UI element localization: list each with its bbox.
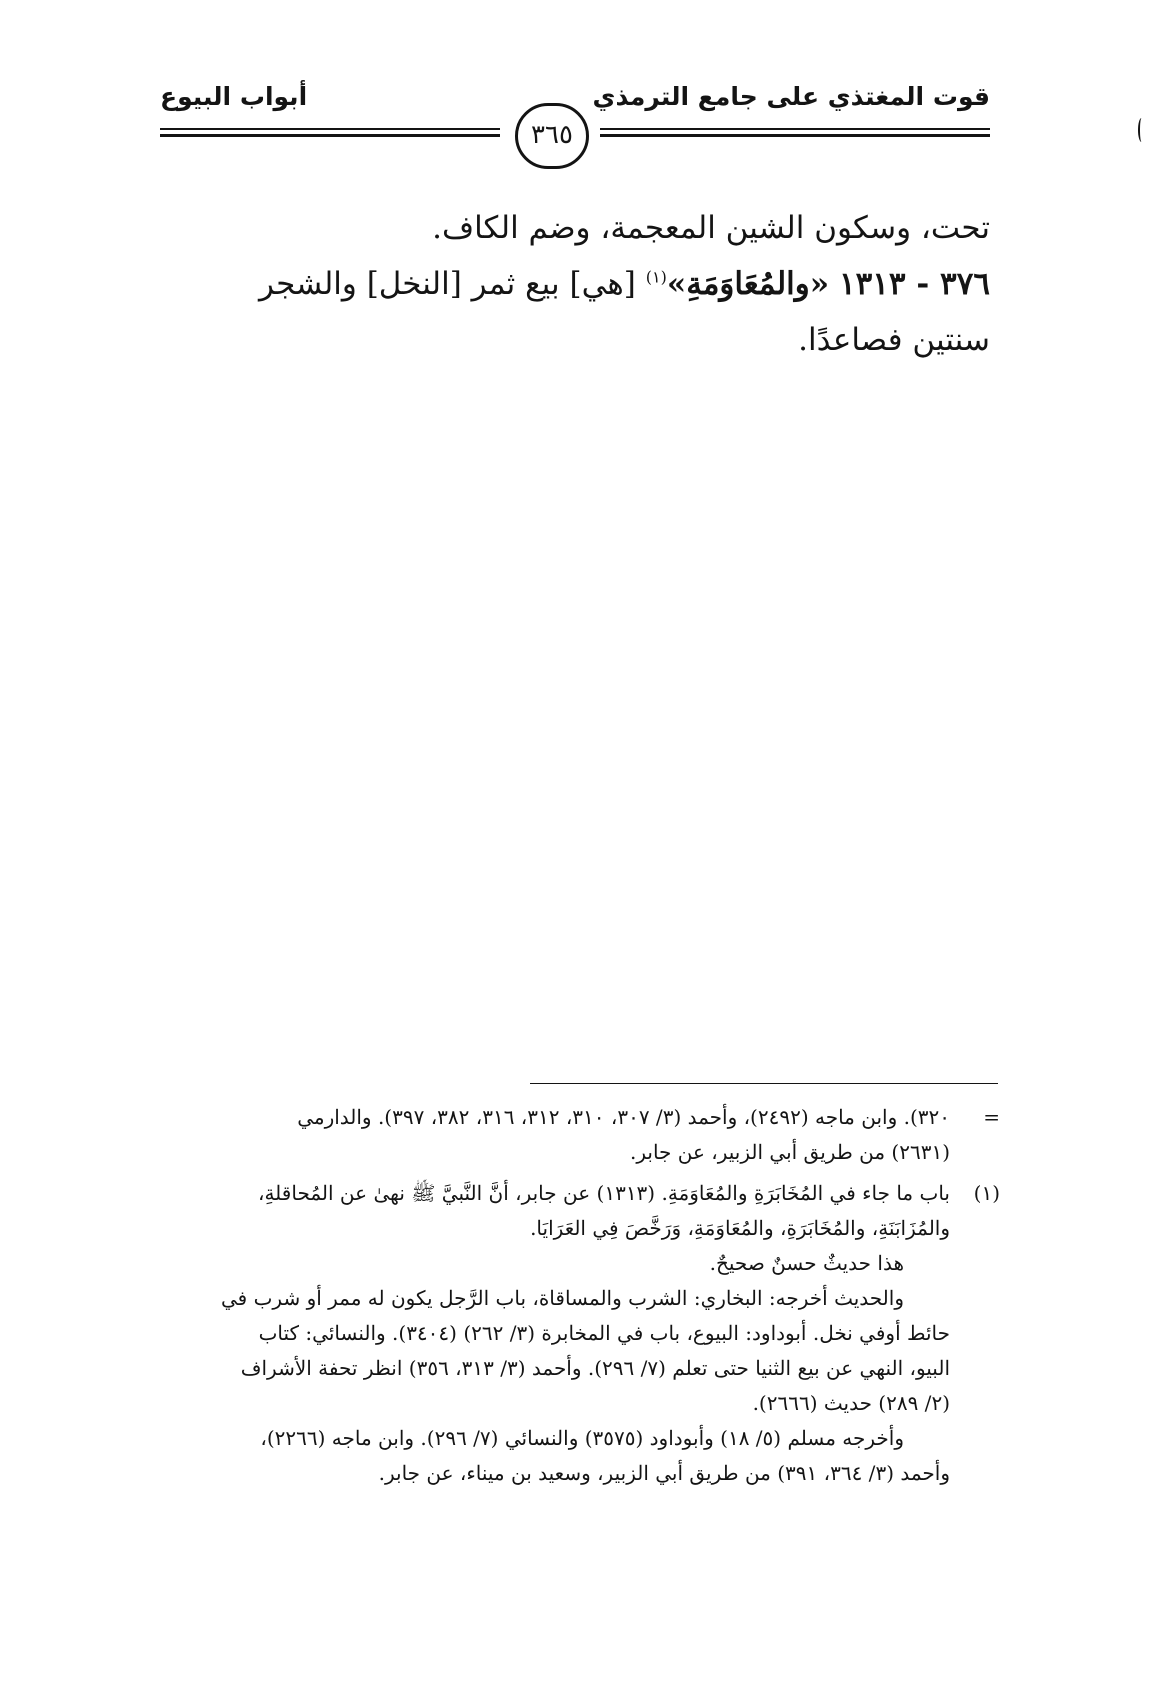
running-head-book-title: قوت المغتذي على جامع الترمذي [592,82,990,111]
entry-number: ٣٧٦ - ١٣١٣ [838,266,990,302]
entry-continuation: سنتين فصاعدًا. [798,322,990,358]
footnote-line: هذا حديثٌ حسنٌ صحيحٌ. [709,1251,904,1275]
footnote-line: وأحمد (٣/ ٣٦٤، ٣٩١) من طريق أبي الزبير، وسعيد بن ميناء، عن جابر. [378,1461,950,1485]
footnote-line: وأخرجه مسلم (٥/ ١٨) وأبوداود (٣٥٧٥) والنسائي (٧/ ٢٩٦). وابن ماجه (٢٢٦٦)، [260,1426,904,1450]
footnote-line: والحديث أخرجه: البخاري: الشرب والمساقاة، باب الرَّجل يكون له ممر أو شرب في [221,1286,904,1310]
footnote-line: ٣٢٠). وابن ماجه (٢٤٩٢)، وأحمد (٣/ ٣٠٧، ٣١٠، ٣١٢، ٣١٦، ٣٨٢، ٣٩٧). والدارمي [297,1105,950,1129]
continuation-mark: = [983,1105,1000,1129]
footnotes [150,1100,1000,1497]
entry-term: «والمُعَاوَمَةِ» [666,266,830,302]
hadith-entry [150,256,990,312]
footnote-separator [530,1083,998,1084]
footnote-line: والمُزَابَنَةِ، والمُخَابَرَةِ، والمُعَاوَمَةِ، وَرَخَّصَ فِي العَرَايَا. [530,1216,950,1240]
header-double-rule-left [160,128,500,138]
main-text-line: تحت، وسكون الشين المعجمة، وضم الكاف. [432,210,990,246]
footnote-number: (١) [973,1181,1000,1205]
footnote-reference: (١) [645,267,667,287]
footnote-continued [150,1100,1000,1170]
footnote-line: البيو، النهي عن بيع الثنيا حتى تعلم (٧/ ٢٩٦). وأحمد (٣/ ٣١٣، ٣٥٦) انظر تحفة الأشراف [240,1356,950,1380]
footnote-1 [150,1176,1000,1491]
entry-text: [هي] بيع ثمر [النخل] والشجر [259,266,636,302]
footnote-line: (٢٦٣١) من طريق أبي الزبير، عن جابر. [629,1140,950,1164]
main-text [150,200,990,368]
footnote-line: حائط أوفي نخل. أبوداود: البيوع، باب في المخابرة (٣/ ٢٦٢) (٣٤٠٤). والنسائي: كتاب [258,1321,950,1345]
page-number: ٣٦٥ [515,103,589,169]
running-head-section-title: أبواب البيوع [160,82,308,111]
footnote-line: (٢/ ٢٨٩) حديث (٢٦٦٦). [752,1391,950,1415]
footnote-line: باب ما جاء في المُخَابَرَةِ والمُعَاوَمَةِ. (١٣١٣) عن جابر، أنَّ النَّبيَّ ﷺ نهىٰ عن المُحاقلةِ، [258,1181,950,1205]
header-double-rule-right [600,128,990,138]
page-edge-mark [1138,118,1145,142]
